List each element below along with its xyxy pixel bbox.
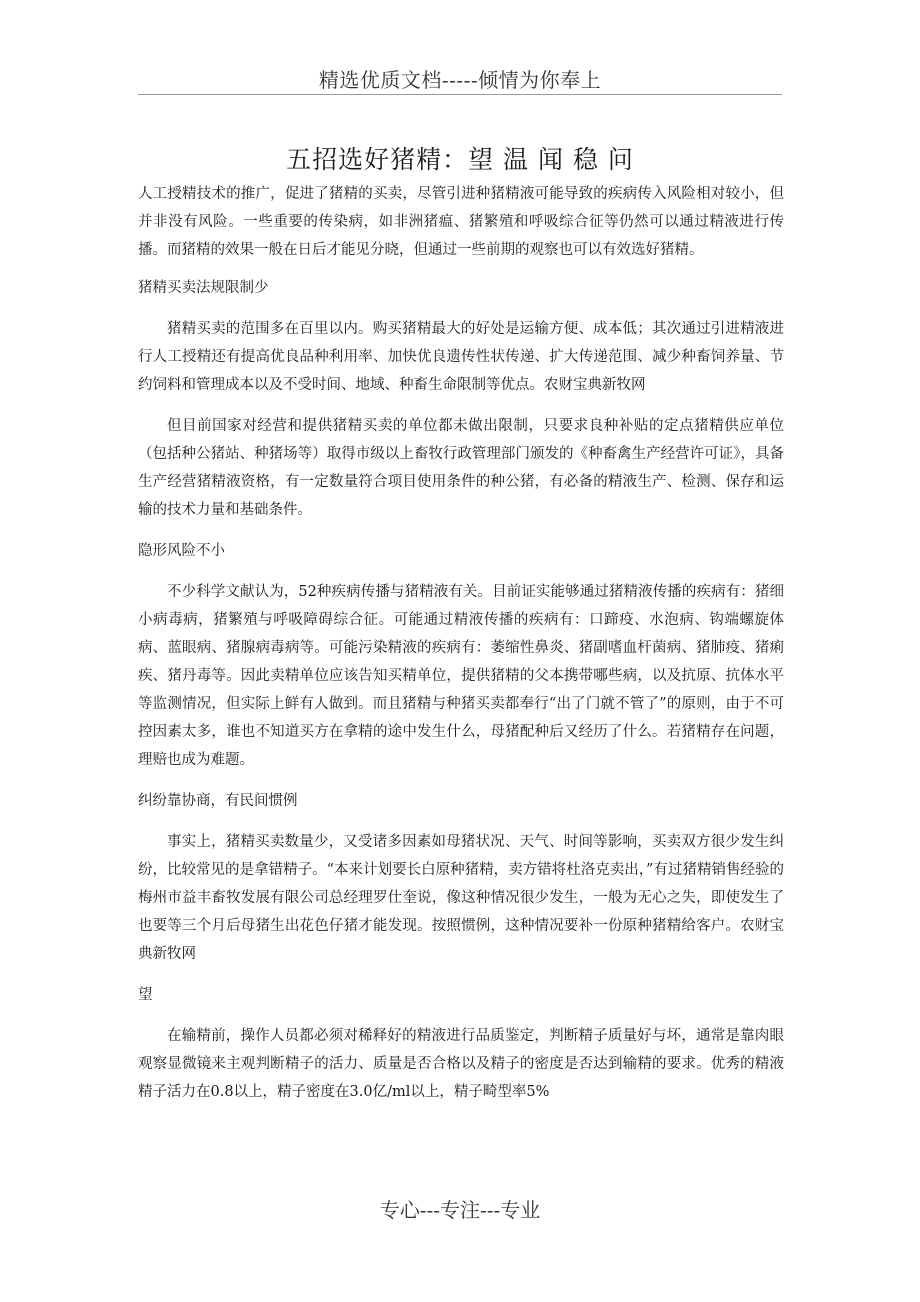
section-heading: 纠纷靠协商，有民间惯例 [138, 793, 298, 809]
section-heading: 猪精买卖法规限制少 [138, 280, 269, 296]
page-header-title: 精选优质文档-----倾情为你奉上 [318, 68, 602, 92]
body-paragraph: 不少科学文献认为，52种疾病传播与猪精液有关。目前证实能够通过猪精液传播的疾病有：猪细小病毒病，猪繁殖与呼吸障碍综合征。可能通过精液传播的疾病有：口蹄疫、水泡病、钩端螺旋体病、蓝眼病、猪腺病毒病等。可能污染精液的疾病有：萎缩性鼻炎、猪副嗜血杆菌病、猪肺疫、猪痢疾、猪丹毒等。因此卖精单位应该告知买精单位，提供猪精的父本携带哪些病，以及抗原、抗体水平等监测情况，但实际上鲜有人做到。而且猪精与种猪买卖都奉行“出了门就不管了”的原则，由于不可控因素太多，谁也不知道买方在拿精的途中发生什么，母猪配种后又经历了什么。若猪精存在问题，理赔也成为难题。 [138, 584, 784, 768]
body-paragraph: 事实上，猪精买卖数量少，又受诸多因素如母猪状况、天气、时间等影响，买卖双方很少发生纠纷，比较常见的是拿错精子。“本来计划要长白原种猪精，卖方错将杜洛克卖出，”有过猪精销售经验的梅州市益丰畜牧发展有限公司总经理罗仕奎说，像这种情况很少发生，一般为无心之失，即使发生了也要等三个月后母猪生出花色仔猪才能发现。按照惯例，这种情况要补一份原种猪精给客户。农财宝典新牧网 [138, 834, 784, 962]
section-heading: 隐形风险不小 [138, 543, 225, 559]
body-paragraph: 但目前国家对经营和提供猪精买卖的单位都未做出限制，只要求良种补贴的定点猪精供应单位（包括种公猪站、种猪场等）取得市级以上畜牧行政管理部门颁发的《种畜禽生产经营许可证》，具备生产经营猪精液资格，有一定数量符合项目使用条件的种公猪，有必备的精液生产、检测、保存和运输的技术力量和基础条件。 [138, 418, 784, 518]
body-paragraph: 在输精前，操作人员都必须对稀释好的精液进行品质鉴定，判断精子质量好与坏，通常是靠肉眼观察显微镜来主观判断精子的活力、质量是否合格以及精子的密度是否达到输精的要求。优秀的精液精子活力在0.8以上，精子密度在3.0亿/ml以上，精子畸型率5% [138, 1028, 784, 1100]
document-body [138, 180, 784, 1119]
intro-paragraph: 人工授精技术的推广，促进了猪精的买卖，尽管引进种猪精液可能导致的疾病传入风险相对较小，但并非没有风险。一些重要的传染病，如非洲猪瘟、猪繁殖和呼吸综合征等仍然可以通过精液进行传播。而猪精的效果一般在日后才能见分晓，但通过一些前期的观察也可以有效选好猪精。 [138, 186, 784, 258]
page-footer: 专心---专注---专业 [379, 1198, 541, 1222]
body-paragraph: 猪精买卖的范围多在百里以内。购买猪精最大的好处是运输方便、成本低；其次通过引进精液进行人工授精还有提高优良品种利用率、加快优良遗传性状传递、扩大传递范围、减少种畜饲养量、节约饲料和管理成本以及不受时间、地域、种畜生命限制等优点。农财宝典新牧网 [138, 321, 784, 393]
document-title: 五招选好猪精：望 温 闻 稳 问 [286, 145, 634, 174]
section-heading: 望 [138, 987, 153, 1003]
header-divider [138, 94, 782, 95]
